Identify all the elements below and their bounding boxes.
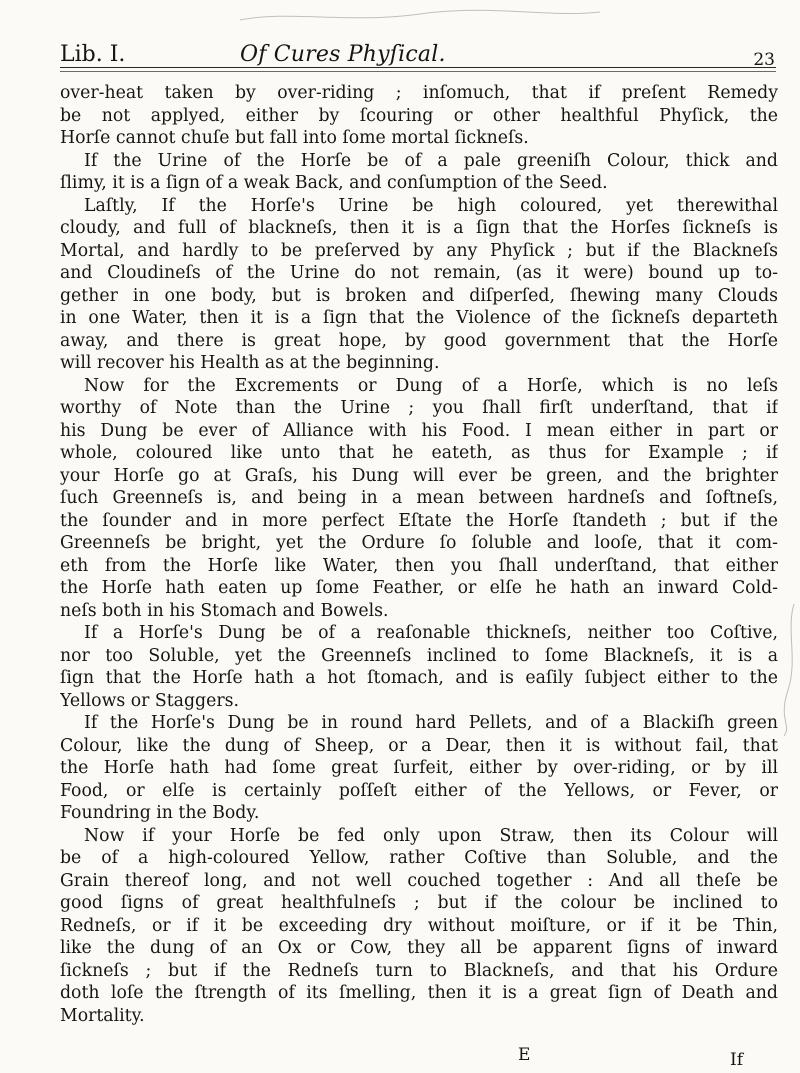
body-text bbox=[60, 82, 778, 1027]
text-line: ſlimy, it is a ſign of a weak Back, and conſumption of the Seed. bbox=[60, 173, 608, 193]
text-line: Food, or elſe is certainly poſſeſt either of the Yellows, or Fever, or bbox=[60, 780, 778, 801]
text-line: will recover his Health as at the beginning. bbox=[60, 353, 440, 373]
text-line: doth loſe the ſtrength of its ſmelling, then it is a great ſign of Death and bbox=[60, 983, 778, 1003]
header-rule-thin bbox=[60, 71, 776, 72]
book-section-label: Lib. I. bbox=[60, 42, 126, 67]
text-line: like the dung of an Ox or Cow, they all be apparent ſigns of inward bbox=[60, 938, 778, 958]
paragraph-start-line: Laſtly, If the Horſe's Urine be high coloured, yet therewithal bbox=[84, 195, 778, 216]
text-line: over-heat taken by over-riding ; inſomuch, that if preſent Remedy bbox=[60, 83, 778, 103]
text-line: his Dung be ever of Alliance with his Food. I mean either in part or bbox=[60, 420, 778, 441]
text-line: the Horſe hath eaten up ſome Feather, or elſe he hath an inward Cold- bbox=[60, 578, 778, 598]
paragraph-start-line: If the Urine of the Horſe be of a pale greeniſh Colour, thick and bbox=[84, 150, 778, 171]
text-line: your Horſe go at Graſs, his Dung will ever be green, and the brighter bbox=[60, 465, 778, 486]
text-line: ſickneſs ; but if the Redneſs turn to Blackneſs, and that his Ordure bbox=[60, 960, 778, 981]
signature-mark: E bbox=[518, 1045, 531, 1065]
ink-bleed-mark bbox=[780, 600, 800, 740]
header-rule bbox=[60, 67, 776, 68]
text-line: Mortal, and hardly to be preſerved by any Phyſick ; but if the Blackneſs bbox=[60, 240, 778, 261]
text-line: Redneſs, or if it be exceeding dry without moiſture, or if it be Thin, bbox=[60, 915, 778, 936]
text-line: away, and there is great hope, by good government that the Horſe bbox=[60, 330, 778, 351]
text-line: ſign that the Horſe hath a hot ſtomach, and is eaſily ſubject either to the bbox=[60, 668, 778, 688]
text-line: Grain thereof long, and not well couched together : And all theſe be bbox=[60, 870, 778, 891]
paragraph-start-line: If the Horſe's Dung be in round hard Pellets, and of a Blackiſh green bbox=[84, 713, 778, 733]
text-line: gether in one body, but is broken and diſperſed, ſhewing many Clouds bbox=[60, 285, 778, 306]
catchword: If bbox=[730, 1050, 744, 1070]
text-line: and Cloudineſs of the Urine do not remain, (as it were) bound up to- bbox=[60, 263, 778, 283]
text-line: eth from the Horſe like Water, then you ſhall underſtand, that either bbox=[60, 555, 778, 576]
text-line: whole, coloured like unto that he eateth, as thus for Example ; if bbox=[60, 443, 778, 463]
text-line: the ſounder and in more perfect Eſtate the Horſe ſtandeth ; but if the bbox=[60, 510, 778, 531]
text-line: good ſigns of great healthfulneſs ; but if the colour be inclined to bbox=[60, 893, 778, 913]
text-line: be not applyed, either by ſcouring or other healthful Phyſick, the bbox=[60, 105, 778, 126]
text-line: nor too Soluble, yet the Greenneſs inclined to ſome Blackneſs, it is a bbox=[60, 645, 778, 666]
text-line: Yellows or Staggers. bbox=[60, 690, 239, 711]
text-line: ſuch Greenneſs is, and being in a mean between hardneſs and ſoftneſs, bbox=[60, 488, 778, 508]
text-line: Mortality. bbox=[60, 1005, 145, 1026]
text-line: Horſe cannot chuſe but fall into ſome mortal ſickneſs. bbox=[60, 128, 529, 148]
text-line: the Horſe hath had ſome great ſurfeit, either by over-riding, or by ill bbox=[60, 758, 778, 778]
text-line: Colour, like the dung of Sheep, or a Dear, then it is without fail, that bbox=[60, 735, 778, 756]
page-number: 23 bbox=[753, 50, 775, 70]
running-head bbox=[60, 42, 775, 68]
text-line: be of a high-coloured Yellow, rather Coſtive than Soluble, and the bbox=[60, 848, 778, 868]
text-line: cloudy, and full of blackneſs, then it is a ſign that the Horſes ſickneſs is bbox=[60, 218, 778, 238]
paragraph-start-line: Now if your Horſe be fed only upon Straw, then its Colour will bbox=[84, 825, 778, 846]
top-edge-smudge bbox=[230, 6, 610, 26]
text-line: worthy of Note than the Urine ; you ſhall firſt underſtand, that if bbox=[60, 398, 778, 418]
running-title: Of Cures Phyſical. bbox=[240, 42, 446, 67]
text-line: Foundring in the Body. bbox=[60, 803, 260, 823]
text-line: neſs both in his Stomach and Bowels. bbox=[60, 600, 389, 621]
text-line: Greenneſs be bright, yet the Ordure ſo ſoluble and looſe, that it com- bbox=[60, 533, 778, 553]
paragraph-start-line: Now for the Excrements or Dung of a Horſe, which is no leſs bbox=[84, 375, 778, 396]
paragraph-start-line: If a Horſe's Dung be of a reaſonable thickneſs, neither too Coſtive, bbox=[84, 623, 778, 643]
text-line: in one Water, then it is a ſign that the Violence of the ſickneſs departeth bbox=[60, 308, 778, 328]
